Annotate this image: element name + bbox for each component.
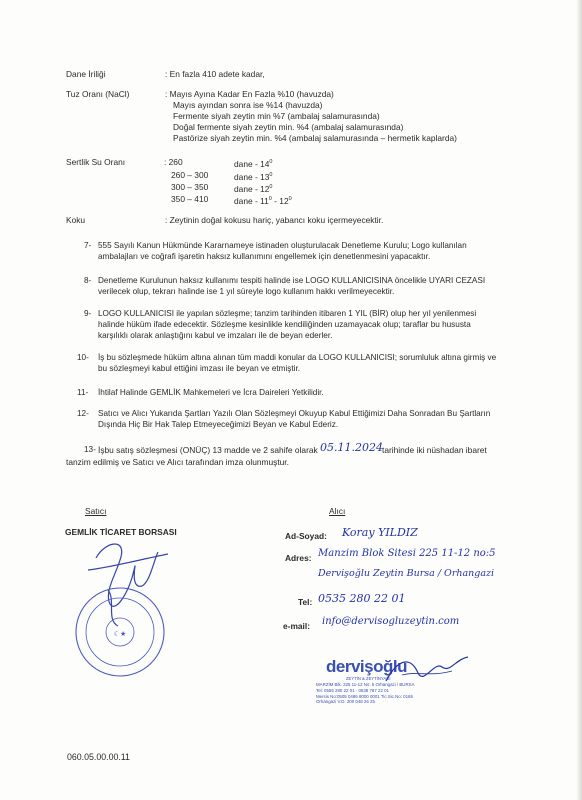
smell-label: Koku — [66, 215, 86, 225]
clause-number: 13- — [84, 445, 96, 454]
company-stamp — [316, 657, 472, 709]
page-edge-shadow — [576, 0, 582, 800]
stamp-line: Orhangazi V.D. 200 048 26 25 — [316, 699, 375, 705]
hardness-grade: dane - $12^0$ — [234, 183, 273, 194]
buyer-phone-label: Tel: — [298, 597, 313, 607]
seller-title: Satıcı — [85, 506, 107, 516]
clause-text: Satıcı ve Alıcı Yukarıda Şartları Yazılı Olan Sözleşmeyi Okuyup Kabul Ettiğimizi Daha Sonradan Bu Şartların Dışında Hiç Bir Hak Talep Etmeyeceğimizi Beyan ve Kabul Ederiz. — [98, 409, 491, 429]
document-code: 060.05.00.00.11 — [67, 752, 130, 762]
salt-line: : Mayıs Ayına Kadar En Fazla %10 (havuzda) — [165, 89, 334, 99]
clause-number: 8- — [84, 276, 92, 285]
salt-line: Mayıs ayından sonra ise %14 (havuzda) — [173, 100, 323, 110]
stamp-line: Mersis No:0505 0486 8000 0001 Tic.Sic.No: 0165 — [316, 693, 413, 699]
stamp-line: Tel: 0555 280 22 01 · 0538 787 22 01 — [316, 687, 389, 693]
clause-text: İhtilaf Halinde GEMLİK Mahkemeleri ve İcra Daireleri Yetkilidir. — [98, 388, 324, 397]
salt-line: Doğal fermente siyah zeytin min. %4 (ambalaj salamurasında) — [173, 122, 404, 132]
seller-name: GEMLİK TİCARET BORSASI — [65, 527, 177, 537]
buyer-address-label: Adres: — [285, 553, 312, 563]
hardness-range: 300 – 350 — [171, 182, 209, 192]
clause-text: LOGO KULLANICISI ile yapılan sözleşme; tanzim tarihinden itibaren 1 YIL (BİR) olup her yıl yenilenmesi halinde hüküm ifade edecektir. Sözleşme kesinlikle kendiliğinden uzamayacak olup; taraflar bu hususta karşılıklı olarak anlaştığını kabul ve imzaları ile de beyan ederler. — [98, 309, 477, 340]
smell-value: : Zeytinin doğal kokusu hariç, yabancı koku içermeyecektir. — [165, 215, 384, 225]
hardness-grade: dane - $11^0 - 12^0$ — [234, 195, 292, 206]
buyer-address-line: Dervişoğlu Zeytin Bursa / Orhangazi — [318, 568, 495, 579]
hardness-range: 350 – 410 — [171, 194, 209, 204]
buyer-signature — [382, 651, 472, 691]
seller-signature-and-seal — [58, 530, 188, 690]
salt-line: Fermente siyah zeytin min %7 (ambalaj salamurasında) — [173, 111, 380, 121]
clause-text: İşbu satış sözleşmesi (ONÜÇ) 13 madde ve 2 sahife olarak — [98, 445, 318, 455]
buyer-address-line: Manzim Blok Sitesi 225 11-12 no:5 — [318, 548, 496, 559]
clause-number: 9- — [84, 309, 92, 318]
clause-text: İş bu sözleşmede hüküm altına alınan tüm maddi konular da LOGO KULLANICISI; sorumluluk altına girmiş ve bu sözleşmeyi kabul ettiğini imzası ile beyan ve etmiştir. — [98, 353, 497, 373]
hardness-range: 260 – 300 — [171, 170, 209, 180]
clause-number: 11- — [77, 388, 89, 397]
buyer-title: Alıcı — [329, 506, 346, 516]
buyer-phone-value: 0535 280 22 01 — [318, 592, 406, 605]
clause-text: tarihinde iki nüshadan ibaret — [382, 445, 487, 455]
svg-text:☾★: ☾★ — [113, 630, 127, 638]
grain-value: : En fazla 410 adete kadar, — [165, 69, 265, 79]
clause-number: 10- — [77, 353, 89, 362]
stamp-tagline: ZEYTİN & ZEYTİNYAĞI — [346, 676, 391, 681]
buyer-email-label: e-mail: — [283, 621, 310, 631]
clause-text: 555 Sayılı Kanun Hükmünde Kararnameye istinaden oluşturulacak Denetleme Kurulu; Logo kullanılan ambalajları ve coğrafi işaretin haksız kullanımını engellemek için denetlenmesini yapacaktır. — [98, 241, 467, 261]
stamp-line: MARZİM Blk. 225 11-12 No: 5 Orhangazi / BURSA — [316, 682, 415, 687]
hardness-grade: dane - $13^0$ — [234, 171, 273, 182]
stamp-brand: dervişoğlu — [326, 657, 407, 676]
clause-number: 7- — [84, 241, 92, 250]
buyer-name-value: Koray YILDIZ — [342, 526, 418, 539]
clause-number: 12- — [77, 409, 89, 418]
clause-text: tanzim edilmiş ve Satıcı ve Alıcı tarafından imza olunmuştur. — [66, 457, 289, 467]
grain-label: Dane İriliği — [66, 69, 106, 79]
buyer-email-value: info@dervisogluzeytin.com — [322, 616, 460, 627]
hardness-range: : 260 — [164, 157, 183, 167]
hardness-grade: dane - $14^0$ — [234, 158, 273, 169]
hardness-label: Sertlik Su Oranı — [66, 157, 126, 167]
salt-label: Tuz Oranı (NaCl) — [66, 89, 130, 99]
clause-text: Denetleme Kurulunun haksız kullanımı tespiti halinde ise LOGO KULLANICISINA öncelikle UYARI CEZASI verilecek olup, tekrarı halinde ise 1 yıl süreyle logo kullanım hakkı verilmeyecektir. — [98, 276, 486, 296]
handwritten-date: 05.11.2024 — [320, 441, 383, 454]
salt-line: Pastörize siyah zeytin min. %4 (ambalaj salamurasında – hermetik kaplarda) — [173, 133, 457, 143]
buyer-name-label: Ad-Soyad: — [285, 531, 327, 541]
